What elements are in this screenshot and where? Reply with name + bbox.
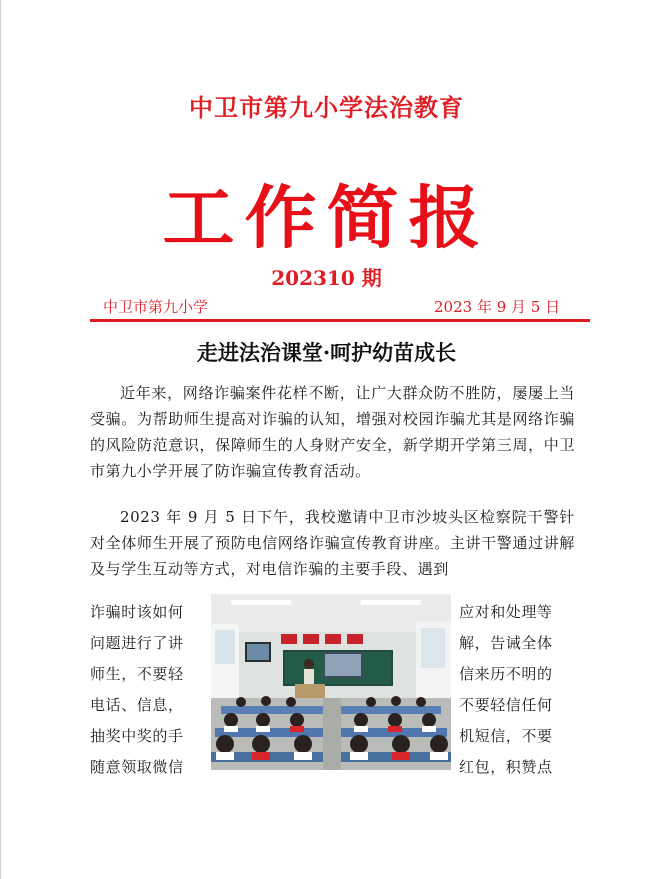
wrap-right-line: 机短信，不要	[459, 727, 553, 745]
page-edge-rule	[0, 0, 1, 879]
article-paragraph-2: 2023 年 9 月 5 日下午，我校邀请中卫市沙坡头区检察院干警针对全体师生开展了预防电信网络诈骗宣传教育讲座。主讲干警通过讲解及与学生互动等方式，对电信诈骗的主要手段、遇到	[90, 508, 575, 578]
publish-date: 2023 年 9 月 5 日	[434, 298, 561, 316]
wrap-left-line: 随意领取微信	[90, 758, 184, 776]
wrap-left-line: 抽奖中奖的手	[90, 727, 184, 745]
wrap-right-line: 不要轻信任何	[459, 696, 553, 714]
wrap-right-line: 解，告诫全体	[459, 634, 553, 652]
wrap-text-right	[459, 597, 584, 783]
wrap-left-line: 问题进行了讲	[90, 634, 184, 652]
wrap-right-line: 信来历不明的	[459, 665, 553, 683]
bulletin-title: 工作简报	[162, 177, 491, 258]
wrap-right-line: 应对和处理等	[459, 603, 553, 621]
wrap-text-left	[90, 597, 210, 783]
classroom-photo-illustration	[211, 594, 451, 770]
wrap-left-line: 电话、信息，	[90, 696, 184, 714]
classroom-photo	[211, 594, 451, 770]
wrap-left-line: 师生，不要轻	[90, 665, 184, 683]
wrap-right-line: 红包，积赞点	[459, 758, 553, 776]
article-headline: 走进法治课堂·呵护幼苗成长	[196, 340, 457, 365]
wrap-left-line: 诈骗时该如何	[90, 603, 184, 621]
school-title: 中卫市第九小学法治教育	[189, 93, 464, 122]
header-divider	[90, 319, 590, 322]
publisher-name: 中卫市第九小学	[103, 298, 209, 316]
article-paragraph-1: 近年来，网络诈骗案件花样不断，让广大群众防不胜防，屡屡上当受骗。为帮助师生提高对诈骗的认知，增强对校园诈骗尤其是网络诈骗的风险防范意识，保障师生的人身财产安全，新学期开学第三周，中卫市第九小学开展了防诈骗宣传教育活动。	[90, 384, 575, 480]
issue-number: 202310 期	[271, 266, 382, 290]
